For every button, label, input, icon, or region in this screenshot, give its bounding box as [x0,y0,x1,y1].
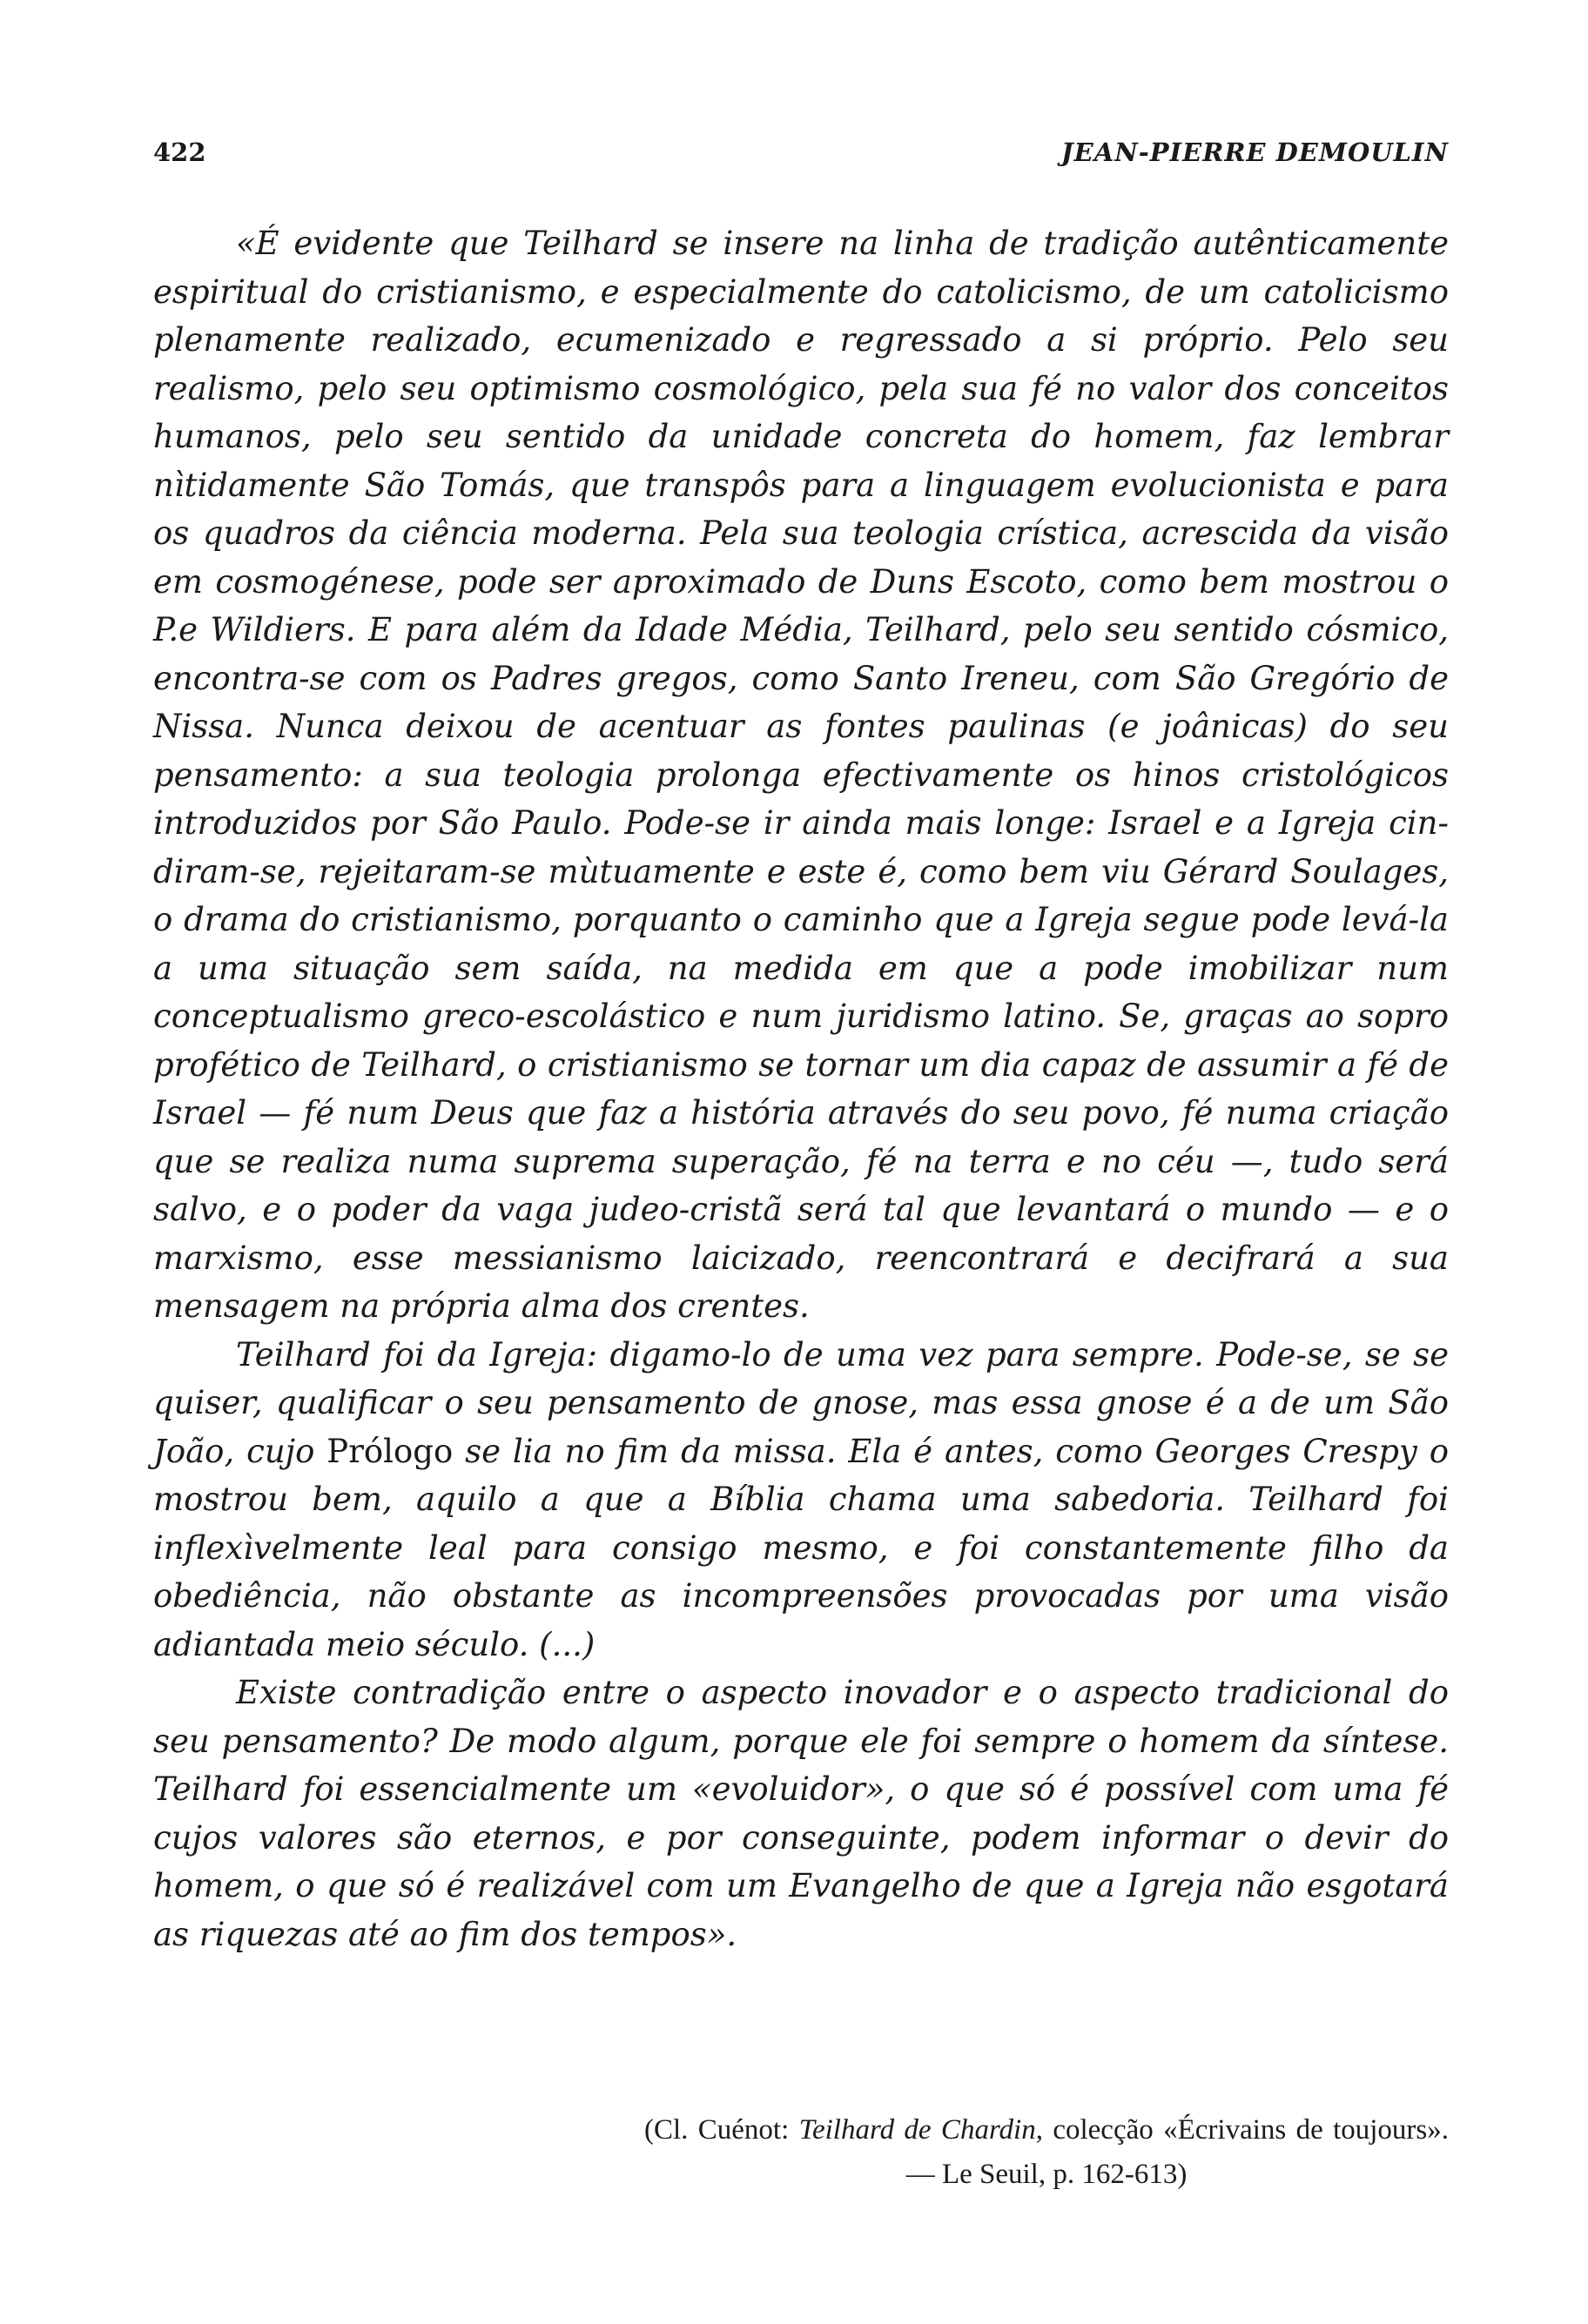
running-head: JEAN-PIERRE DEMOULIN [1060,138,1449,167]
citation-publisher: colecção «Écrivains de toujours». — Le Seuil, p. 162-613) [905,2114,1450,2190]
page-header [153,138,1449,178]
page-number: 422 [153,138,206,167]
quoted-text [153,219,1449,1958]
prologo-word: Prólogo [326,1432,454,1470]
paragraph-2-start: Teilhard foi da Igreja: digamo-lo de uma vez para sempre. Pode-se, se se quiser, qualificar o seu pensamento de gnose, mas essa gnose é a de um São João, cujo [153,1335,1449,1470]
citation-title: Teilhard de Chardin, [798,2114,1043,2146]
source-citation [644,2108,1449,2197]
paragraph-3: Existe contradição entre o aspecto inovador e o aspecto tradicional do seu pensamento? De modo algum, porque ele foi sempre o homem da síntese. Teilhard foi essencialmente um «evoluidor», o que só é possível com uma fé cujos valores são eternos, e por conseguinte, podem informar o devir do homem, o que só é realizável com um Evangelho de que a Igreja não esgotará as riquezas até ao fim dos tempos». [153,1674,1449,1953]
paragraph-1: «É evidente que Teilhard se insere na linha de tradição autênticamente espiritual do cristianismo, e especialmente do catolicismo, de um catolicismo plenamente realizado, ecumenizado e regressado a si próprio. Pelo seu realismo, pelo seu optimismo cosmológico, pela sua fé no valor dos conceitos humanos, pelo seu sentido da unidade concreta do homem, faz lembrar nìtidamente São Tomás, que transpôs para a linguagem evolucionista e para os quadros da ciência moderna. Pela sua teologia crística, acrescida da visão em cosmogénese, pode ser aproximado de Duns Escoto, como bem mostrou o P.e Wildiers. E para além da Idade Média, Teilhard, pelo seu sentido cósmico, encontra-se com os Padres gregos, como Santo Ireneu, com São Gregório de Nissa. Nunca deixou de acentuar as fontes paulinas (e joânicas) do seu pensamento: a sua teologia prolonga efectivamente os hinos cristológicos introduzidos por São Paulo. Pode-se ir ainda mais longe: Israel e a Igreja cindiram-se, rejeitaram-se mùtuamente e este é, como bem viu Gérard Soulages, o drama do cristianismo, porquanto o caminho que a Igreja segue pode levá-la a uma situação sem saída, na medida em que a pode imobilizar num conceptualismo greco-escolástico e num juridismo latino. Se, graças ao sopro profético de Teilhard, o cristianismo se tornar um dia capaz de assumir a fé de Israel — fé num Deus que faz a história através do seu povo, fé numa criação que se realiza numa suprema superação, fé na terra e no céu —, tudo será salvo, e o poder da vaga judeo-cristã será tal que levantará o mundo — e o marxismo, esse messianismo laicizado, reencontrará e decifrará a sua mensagem na própria alma dos crentes. [153,225,1449,1325]
citation-author: (Cl. Cuénot: [644,2114,790,2146]
paragraph-2-end: se lia no fim da missa. Ela é antes, como Georges Crespy o mostrou bem, aquilo a que a Bíblia chama uma sabedoria. Teilhard foi inflexìvelmente leal para consigo mesmo, e foi constantemente filho da obediência, não obstante as incompreensões provocadas por uma visão adiantada meio século. (...) [153,1432,1450,1663]
paragraph-2 [153,1331,1449,1669]
